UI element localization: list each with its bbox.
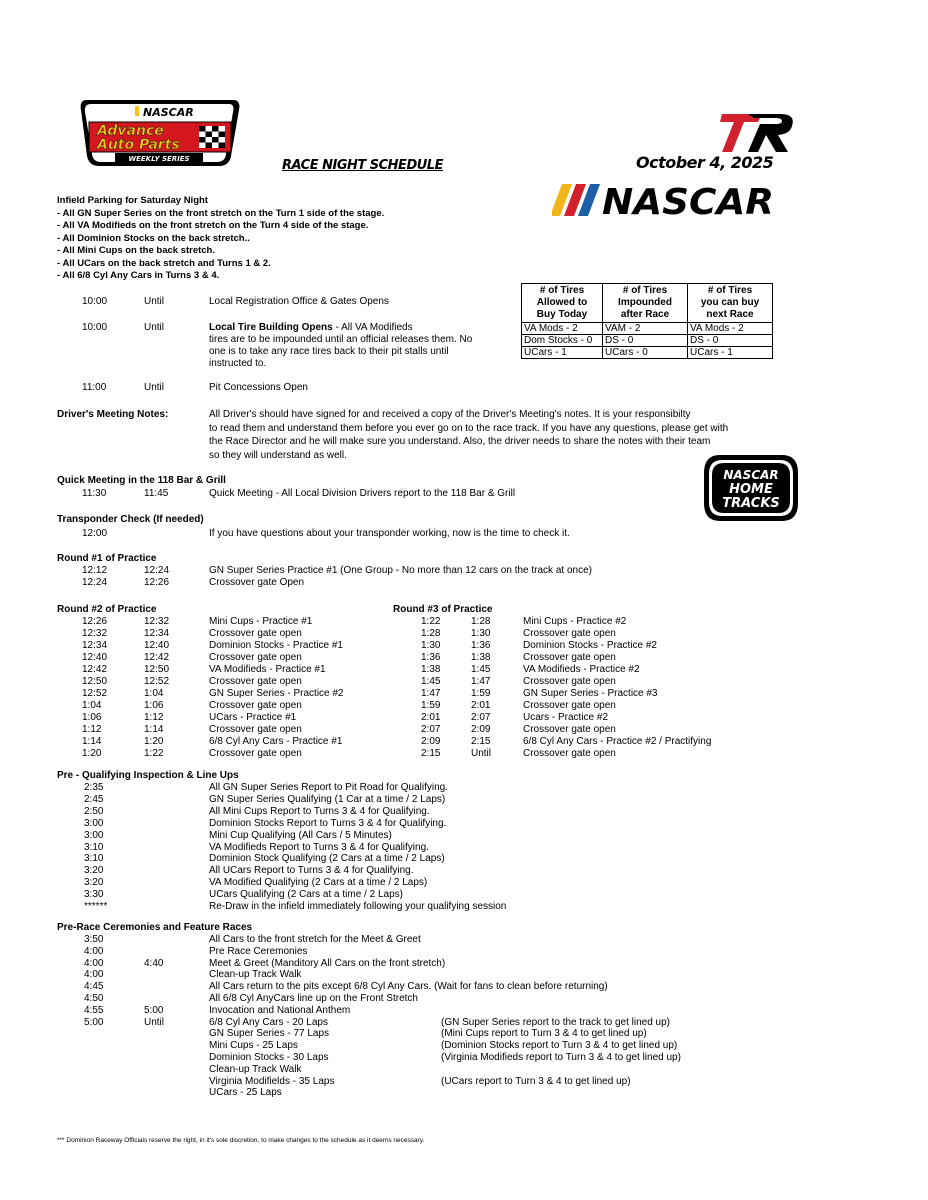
transponder-desc: If you have questions about your transponder working, now is the time to check it. [209, 528, 570, 539]
row-description: Mini Cup Qualifying (All Cars / 5 Minutes) [209, 829, 392, 841]
row-end-time: 1:47 [471, 676, 491, 687]
opening-start: 10:00 [82, 322, 108, 333]
row-description: UCars - Practice #1 [209, 712, 297, 723]
row-start-time: 3:10 [84, 853, 104, 865]
row-start-time: 12:50 [82, 676, 108, 687]
opening-end: Until [144, 322, 165, 333]
opening-desc-bold: Local Tire Building Opens [209, 322, 333, 333]
row-note: (Mini Cups report to Turn 3 & 4 to get lined up) [441, 1028, 647, 1040]
row-end-time: 2:07 [471, 712, 491, 723]
row-note: (UCars report to Turn 3 & 4 to get lined up) [441, 1075, 631, 1087]
checkered-flag-icon [199, 126, 225, 148]
tire-cell: UCars - 1 [688, 347, 773, 359]
row-description: Re-Draw in the infield immediately following your qualifying session [209, 901, 507, 912]
row-start-time: 1:14 [82, 736, 102, 747]
row-description: All Mini Cups Report to Turns 3 & 4 for Qualifying. [209, 805, 430, 817]
row-description: Clean-up Track Walk [209, 969, 302, 981]
row-end-time: 1:59 [471, 688, 491, 699]
row-description: Mini Cups - Practice #1 [209, 616, 313, 627]
row-end-time: 1:04 [144, 688, 164, 699]
dr-logo-text: DR [718, 108, 720, 109]
row-start-time: 12:34 [82, 640, 108, 651]
transponder-title: Transponder Check (If needed) [57, 514, 204, 525]
row-start-time: 12:52 [82, 688, 108, 699]
row-end-time: 1:12 [144, 712, 164, 723]
row-start-time: 3:50 [84, 934, 104, 945]
row-start-time: 2:09 [421, 736, 441, 747]
row-end-time: 12:34 [144, 628, 170, 639]
opening-desc-text: one is to take any race tires back to their pit stalls until [209, 346, 449, 357]
row-description: Crossover gate open [523, 700, 616, 711]
practice2-title: Round #2 of Practice [57, 604, 157, 615]
logo-auto-parts-text: Auto Parts [97, 137, 180, 153]
drivers-meeting-title: Driver's Meeting Notes: [57, 409, 169, 420]
opening-start: 11:00 [82, 382, 107, 393]
opening-desc [209, 322, 413, 334]
opening-end: Until [144, 296, 165, 307]
row-end-time: 12:42 [144, 652, 170, 663]
row-end-time: 1:36 [471, 640, 491, 651]
row-description: Virginia Modifields - 35 Laps [209, 1075, 335, 1087]
row-description: 6/8 Cyl Any Cars - Practice #2 / Practifying [523, 736, 712, 747]
row-description: All 6/8 Cyl AnyCars line up on the Front Stretch [209, 993, 418, 1004]
tire-allocation-table [521, 283, 773, 359]
tire-cell: UCars - 1 [522, 347, 603, 359]
row-end-time: 2:01 [471, 700, 491, 711]
row-description: Mini Cups - 25 Laps [209, 1040, 298, 1052]
drivers-meeting-line: the Race Director and he will make sure you understand. Also, the driver needs to share the notes with their team [209, 436, 711, 447]
row-end-time: 12:50 [144, 664, 170, 675]
row-end-time: 12:24 [144, 565, 170, 576]
tire-cell: UCars - 0 [603, 347, 688, 359]
row-description: Crossover gate open [209, 676, 302, 687]
row-description: All Cars return to the pits except 6/8 Cyl Any Cars. (Wait for fans to clean before returning) [209, 981, 608, 993]
row-start-time: 3:10 [84, 841, 104, 853]
home-tracks-nascar-text: NASCAR [723, 468, 779, 482]
opening-desc-text: Local Registration Office & Gates Opens [209, 296, 389, 307]
row-start-time: 1:38 [421, 664, 441, 675]
row-description: Crossover gate open [209, 748, 302, 759]
row-description: Crossover gate open [209, 652, 302, 663]
row-start-time: 4:45 [84, 981, 104, 993]
row-end-time: 1:22 [144, 748, 164, 759]
row-start-time: 2:15 [421, 748, 441, 759]
row-description: VA Modifieds - Practice #1 [209, 664, 326, 675]
opening-desc-text: tires are to be impounded until an official releases them. No [209, 334, 473, 345]
row-description: Ucars - Practice #2 [523, 712, 609, 723]
parking-line: - All VA Modifieds on the front stretch on the Turn 4 side of the stage. [57, 220, 369, 232]
row-description: VA Modified Qualifying (2 Cars at a time / 2 Laps) [209, 877, 428, 889]
row-start-time: 2:35 [84, 782, 104, 793]
row-start-time: 1:20 [82, 748, 102, 759]
row-description: Meet & Greet (Manditory All Cars on the front stretch) [209, 957, 446, 969]
footer-disclaimer: *** Dominion Raceway Officials reserve the right, in it's sole discretion, to make changes to the schedule as it deems necessary. [57, 1137, 425, 1144]
row-start-time: 4:00 [84, 945, 104, 957]
row-start-time: ****** [84, 901, 108, 912]
row-end-time: Until [471, 748, 492, 759]
row-end-time: Until [144, 1016, 165, 1028]
row-description: Crossover gate open [523, 628, 616, 639]
row-description: GN Super Series - Practice #3 [523, 688, 658, 699]
opening-desc [209, 334, 472, 346]
row-description: Crossover gate open [523, 676, 616, 687]
row-start-time: 1:12 [82, 724, 102, 735]
row-start-time: 1:59 [421, 700, 441, 711]
row-start-time: 2:50 [84, 805, 104, 817]
home-tracks-tracks-text: TRACKS [722, 496, 780, 511]
logo-advance-text: Advance [97, 123, 164, 139]
row-description: All Cars to the front stretch for the Meet & Greet [209, 934, 421, 945]
tire-cell: Dom Stocks - 0 [522, 335, 603, 347]
nascar-logo [552, 182, 780, 218]
transponder-time: 12:00 [82, 528, 108, 539]
row-start-time: 2:01 [421, 712, 441, 723]
row-start-time: 2:45 [84, 793, 104, 805]
row-end-time: 1:45 [471, 664, 491, 675]
row-end-time: 1:20 [144, 736, 164, 747]
row-start-time: 4:55 [84, 1004, 104, 1016]
tire-column-header: # of Tires Impounded after Race [603, 284, 688, 323]
row-start-time: 5:00 [84, 1016, 104, 1028]
row-start-time: 12:40 [82, 652, 108, 663]
prerace-title: Pre-Race Ceremonies and Feature Races [57, 922, 253, 933]
opening-desc-text: - All VA Modifieds [332, 322, 413, 333]
row-description: Crossover gate open [209, 700, 302, 711]
logo-weekly-series-text: WEEKLY SERIES [128, 155, 190, 163]
parking-title: Infield Parking for Saturday Night [57, 195, 208, 206]
row-start-time: 12:32 [82, 628, 108, 639]
row-end-time: 1:28 [471, 616, 491, 627]
drivers-meeting-line: to read them and understand them before you ever go on to the race track. If you have any questions, please get with [209, 422, 729, 434]
row-description: Dominion Stocks - Practice #2 [523, 640, 657, 651]
practice1-title: Round #1 of Practice [57, 553, 157, 564]
advance-auto-parts-weekly-series-logo [75, 92, 245, 172]
row-end-time: 1:06 [144, 700, 164, 711]
parking-line: - All Mini Cups on the back stretch. [57, 245, 215, 257]
row-end-time: 1:30 [471, 628, 491, 639]
drivers-meeting-line: so they will understand as well. [209, 449, 347, 461]
row-start-time: 1:36 [421, 652, 441, 663]
row-start-time: 3:20 [84, 877, 104, 889]
row-start-time: 12:12 [82, 565, 108, 576]
row-note: (Virginia Modifieds report to Turn 3 & 4 to get lined up) [441, 1052, 681, 1063]
row-start-time: 12:26 [82, 616, 108, 627]
row-description: Crossover gate open [209, 628, 302, 639]
row-start-time: 3:20 [84, 865, 104, 877]
dominion-raceway-dr-logo [718, 108, 798, 156]
row-description: 6/8 Cyl Any Cars - Practice #1 [209, 736, 343, 747]
opening-desc [209, 382, 308, 394]
row-description: GN Super Series - Practice #2 [209, 688, 344, 699]
row-description: Crossover gate open [209, 724, 302, 735]
row-start-time: 1:06 [82, 712, 102, 723]
row-start-time: 12:42 [82, 664, 108, 675]
row-description: UCars Qualifying (2 Cars at a time / 2 Laps) [209, 889, 403, 901]
row-end-time: 12:32 [144, 616, 170, 627]
row-start-time: 12:24 [82, 577, 108, 589]
opening-desc-text: Pit Concessions Open [209, 382, 308, 393]
row-description: Crossover gate Open [209, 577, 305, 589]
quick-meeting-title: Quick Meeting in the 118 Bar & Grill [57, 475, 226, 486]
row-description: Dominion Stocks - Practice #1 [209, 640, 343, 651]
row-description: Clean-up Track Walk [209, 1063, 302, 1075]
row-end-time: 4:40 [144, 957, 164, 969]
row-description: VA Modifieds Report to Turns 3 & 4 for Qualifying. [209, 841, 429, 853]
row-end-time: 2:15 [471, 736, 491, 747]
opening-desc [209, 346, 449, 358]
nascar-logo-text: NASCAR [602, 182, 774, 218]
tire-cell: DS - 0 [688, 335, 773, 347]
tire-cell: VA Mods - 2 [522, 323, 603, 335]
opening-end: Until [144, 382, 165, 393]
row-start-time: 3:30 [84, 889, 104, 901]
row-start-time: 3:00 [84, 829, 104, 841]
row-description: All UCars Report to Turns 3 & 4 for Qualifying. [209, 865, 414, 877]
opening-desc [209, 296, 389, 308]
quick-meeting-start: 11:30 [82, 488, 107, 499]
row-start-time: 4:00 [84, 957, 104, 969]
row-note: (Dominion Stocks report to Turn 3 & 4 to get lined up) [441, 1040, 678, 1052]
row-end-time: 12:26 [144, 577, 170, 589]
qualifying-title: Pre - Qualifying Inspection & Line Ups [57, 770, 239, 781]
row-end-time: 2:09 [471, 724, 491, 735]
row-description: Pre Race Ceremonies [209, 945, 308, 957]
row-start-time: 1:22 [421, 616, 441, 627]
page-title: RACE NIGHT SCHEDULE [282, 158, 443, 173]
parking-line: - All UCars on the back stretch and Turns 1 & 2. [57, 257, 271, 269]
tire-row [522, 347, 773, 359]
opening-desc-text: instructed to. [209, 358, 267, 369]
tire-row [522, 323, 773, 335]
logo-nascar-text: NASCAR [143, 106, 194, 119]
row-description: 6/8 Cyl Any Cars - 20 Laps [209, 1016, 328, 1028]
parking-line: - All 6/8 Cyl Any Cars in Turns 3 & 4. [57, 270, 220, 281]
schedule-date: October 4, 2025 [636, 153, 774, 172]
row-description: Dominion Stock Qualifying (2 Cars at a time / 2 Laps) [209, 853, 445, 865]
drivers-meeting-line: All Driver's should have signed for and received a copy of the Driver's Meeting's notes. It is your responsibilty [209, 409, 691, 420]
quick-meeting-desc: Quick Meeting - All Local Division Drivers report to the 118 Bar & Grill [209, 488, 516, 499]
row-description: GN Super Series - 77 Laps [209, 1028, 330, 1040]
row-start-time: 4:50 [84, 993, 104, 1004]
row-start-time: 1:30 [421, 640, 441, 651]
quick-meeting-end: 11:45 [144, 488, 169, 499]
row-end-time: 1:38 [471, 652, 491, 663]
row-description: Dominion Stocks - 30 Laps [209, 1052, 329, 1063]
row-start-time: 1:47 [421, 688, 441, 699]
row-end-time: 5:00 [144, 1004, 164, 1016]
row-description: All GN Super Series Report to Pit Road for Qualifying. [209, 782, 448, 793]
row-end-time: 1:14 [144, 724, 164, 735]
row-start-time: 2:07 [421, 724, 441, 735]
row-description: Dominion Stocks Report to Turns 3 & 4 for Qualifying. [209, 817, 447, 829]
row-end-time: 12:52 [144, 676, 170, 687]
row-description: Crossover gate open [523, 748, 616, 759]
row-start-time: 1:28 [421, 628, 441, 639]
nascar-home-tracks-logo [702, 453, 800, 523]
row-start-time: 3:00 [84, 817, 104, 829]
row-description: Crossover gate open [523, 652, 616, 663]
opening-desc [209, 358, 266, 370]
tire-cell: VAM - 2 [603, 323, 688, 335]
row-start-time: 1:45 [421, 676, 441, 687]
tire-cell: DS - 0 [603, 335, 688, 347]
row-description: GN Super Series Practice #1 (One Group - No more than 12 cars on the track at once) [209, 565, 592, 576]
parking-line: - All Dominion Stocks on the back stretch.. [57, 232, 250, 244]
tire-column-header: # of Tires you can buy next Race [688, 284, 773, 323]
tire-cell: VA Mods - 2 [688, 323, 773, 335]
parking-line: - All GN Super Series on the front stretch on the Turn 1 side of the stage. [57, 208, 385, 219]
home-tracks-home-text: HOME [729, 482, 773, 497]
row-description: Crossover gate open [523, 724, 616, 735]
row-description: UCars - 25 Laps [209, 1087, 282, 1099]
row-description: Mini Cups - Practice #2 [523, 616, 627, 627]
row-note: (GN Super Series report to the track to get lined up) [441, 1016, 670, 1028]
practice3-title: Round #3 of Practice [393, 604, 493, 615]
row-end-time: 12:40 [144, 640, 170, 651]
opening-start: 10:00 [82, 296, 108, 307]
row-description: VA Modifieds - Practice #2 [523, 664, 640, 675]
row-description: GN Super Series Qualifying (1 Car at a time / 2 Laps) [209, 793, 446, 805]
row-description: Invocation and National Anthem [209, 1004, 351, 1016]
tire-row [522, 335, 773, 347]
tire-column-header: # of Tires Allowed to Buy Today [522, 284, 603, 323]
row-start-time: 4:00 [84, 969, 104, 981]
row-start-time: 1:04 [82, 700, 102, 711]
